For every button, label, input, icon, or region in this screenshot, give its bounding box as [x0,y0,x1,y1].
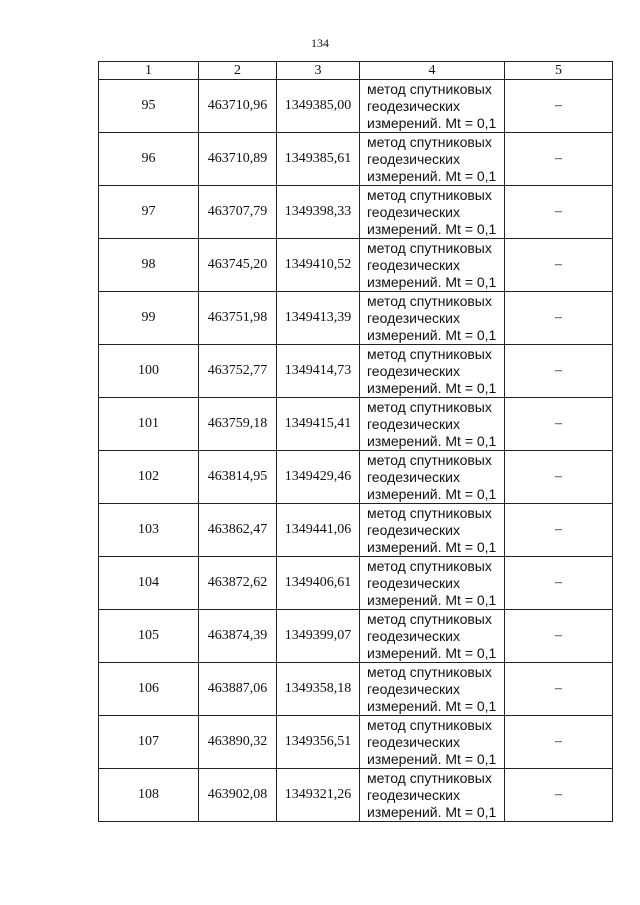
method-text-line: измерений. Mt = 0,1 [367,167,497,184]
table-row [99,716,613,769]
x-coordinate-cell: 463751,98 [199,292,277,345]
method-text-line: метод спутниковых [367,186,492,203]
header-col-1: 1 [99,62,199,80]
point-number-cell: 95 [99,80,199,133]
y-coordinate-cell: 1349358,18 [277,663,360,716]
x-coordinate-cell: 463814,95 [199,451,277,504]
x-coordinate-cell: 463887,06 [199,663,277,716]
x-coordinate-cell: 463710,96 [199,80,277,133]
method-text-line: метод спутниковых [367,610,492,627]
table-row [99,239,613,292]
method-text-line: метод спутниковых [367,504,492,521]
x-coordinate-cell: 463890,32 [199,716,277,769]
table-body [99,80,613,822]
method-text-line: геодезических [367,680,460,697]
method-text-line: измерений. Mt = 0,1 [367,273,497,290]
method-text-line: метод спутниковых [367,133,492,150]
table-row [99,80,613,133]
table-row [99,292,613,345]
method-text-line: геодезических [367,415,460,432]
y-coordinate-cell: 1349441,06 [277,504,360,557]
method-text-line: измерений. Mt = 0,1 [367,485,497,502]
point-number-cell: 104 [99,557,199,610]
note-cell: – [505,504,613,557]
x-coordinate-cell: 463902,08 [199,769,277,822]
point-number-cell: 108 [99,769,199,822]
table-row [99,345,613,398]
point-number-cell: 98 [99,239,199,292]
method-text-line: геодезических [367,574,460,591]
note-cell: – [505,769,613,822]
x-coordinate-cell: 463862,47 [199,504,277,557]
method-text-line: метод спутниковых [367,239,492,256]
y-coordinate-cell: 1349406,61 [277,557,360,610]
method-text-line: измерений. Mt = 0,1 [367,432,497,449]
method-text-line: измерений. Mt = 0,1 [367,750,497,767]
note-cell: – [505,133,613,186]
method-cell [360,663,505,716]
y-coordinate-cell: 1349413,39 [277,292,360,345]
method-cell [360,239,505,292]
method-text-line: геодезических [367,468,460,485]
method-text-line: геодезических [367,733,460,750]
y-coordinate-cell: 1349385,00 [277,80,360,133]
method-text-line: измерений. Mt = 0,1 [367,803,497,820]
method-cell [360,80,505,133]
method-text-line: метод спутниковых [367,345,492,362]
method-text-line: измерений. Mt = 0,1 [367,697,497,714]
x-coordinate-cell: 463872,62 [199,557,277,610]
x-coordinate-cell: 463745,20 [199,239,277,292]
table-row [99,451,613,504]
method-cell [360,716,505,769]
point-number-cell: 105 [99,610,199,663]
note-cell: – [505,451,613,504]
method-text-line: метод спутниковых [367,398,492,415]
y-coordinate-cell: 1349356,51 [277,716,360,769]
header-col-4: 4 [360,62,505,80]
method-text-line: геодезических [367,362,460,379]
method-text-line: метод спутниковых [367,80,492,97]
note-cell: – [505,398,613,451]
method-cell [360,769,505,822]
table-row [99,504,613,557]
y-coordinate-cell: 1349414,73 [277,345,360,398]
method-text-line: измерений. Mt = 0,1 [367,644,497,661]
table-row [99,186,613,239]
method-text-line: геодезических [367,97,460,114]
method-cell [360,557,505,610]
point-number-cell: 100 [99,345,199,398]
note-cell: – [505,716,613,769]
method-text-line: метод спутниковых [367,292,492,309]
y-coordinate-cell: 1349415,41 [277,398,360,451]
method-text-line: геодезических [367,150,460,167]
table-row [99,663,613,716]
method-cell [360,610,505,663]
method-cell [360,398,505,451]
point-number-cell: 106 [99,663,199,716]
point-number-cell: 101 [99,398,199,451]
note-cell: – [505,345,613,398]
method-text-line: измерений. Mt = 0,1 [367,379,497,396]
method-text-line: геодезических [367,786,460,803]
method-text-line: измерений. Mt = 0,1 [367,326,497,343]
y-coordinate-cell: 1349321,26 [277,769,360,822]
y-coordinate-cell: 1349385,61 [277,133,360,186]
method-text-line: измерений. Mt = 0,1 [367,114,497,131]
method-text-line: метод спутниковых [367,769,492,786]
method-text-line: измерений. Mt = 0,1 [367,591,497,608]
method-text-line: геодезических [367,203,460,220]
x-coordinate-cell: 463707,79 [199,186,277,239]
table-row [99,610,613,663]
x-coordinate-cell: 463752,77 [199,345,277,398]
method-text-line: метод спутниковых [367,451,492,468]
point-number-cell: 97 [99,186,199,239]
method-text-line: измерений. Mt = 0,1 [367,538,497,555]
header-col-2: 2 [199,62,277,80]
note-cell: – [505,186,613,239]
method-text-line: геодезических [367,521,460,538]
note-cell: – [505,292,613,345]
note-cell: – [505,80,613,133]
method-cell [360,504,505,557]
note-cell: – [505,663,613,716]
method-cell [360,345,505,398]
note-cell: – [505,610,613,663]
point-number-cell: 107 [99,716,199,769]
header-row [99,62,613,80]
method-text-line: метод спутниковых [367,716,492,733]
method-cell [360,133,505,186]
x-coordinate-cell: 463874,39 [199,610,277,663]
y-coordinate-cell: 1349429,46 [277,451,360,504]
table-row [99,133,613,186]
point-number-cell: 102 [99,451,199,504]
method-text-line: метод спутниковых [367,557,492,574]
x-coordinate-cell: 463710,89 [199,133,277,186]
y-coordinate-cell: 1349398,33 [277,186,360,239]
coordinates-table [98,61,613,822]
table-row [99,557,613,610]
point-number-cell: 99 [99,292,199,345]
note-cell: – [505,239,613,292]
method-text-line: метод спутниковых [367,663,492,680]
header-col-5: 5 [505,62,613,80]
method-cell [360,451,505,504]
method-cell [360,292,505,345]
header-col-3: 3 [277,62,360,80]
method-text-line: геодезических [367,627,460,644]
method-cell [360,186,505,239]
method-text-line: геодезических [367,309,460,326]
method-text-line: геодезических [367,256,460,273]
page-number: 134 [311,36,329,50]
method-text-line: измерений. Mt = 0,1 [367,220,497,237]
point-number-cell: 96 [99,133,199,186]
point-number-cell: 103 [99,504,199,557]
note-cell: – [505,557,613,610]
table-row [99,398,613,451]
y-coordinate-cell: 1349399,07 [277,610,360,663]
x-coordinate-cell: 463759,18 [199,398,277,451]
y-coordinate-cell: 1349410,52 [277,239,360,292]
table-row [99,769,613,822]
